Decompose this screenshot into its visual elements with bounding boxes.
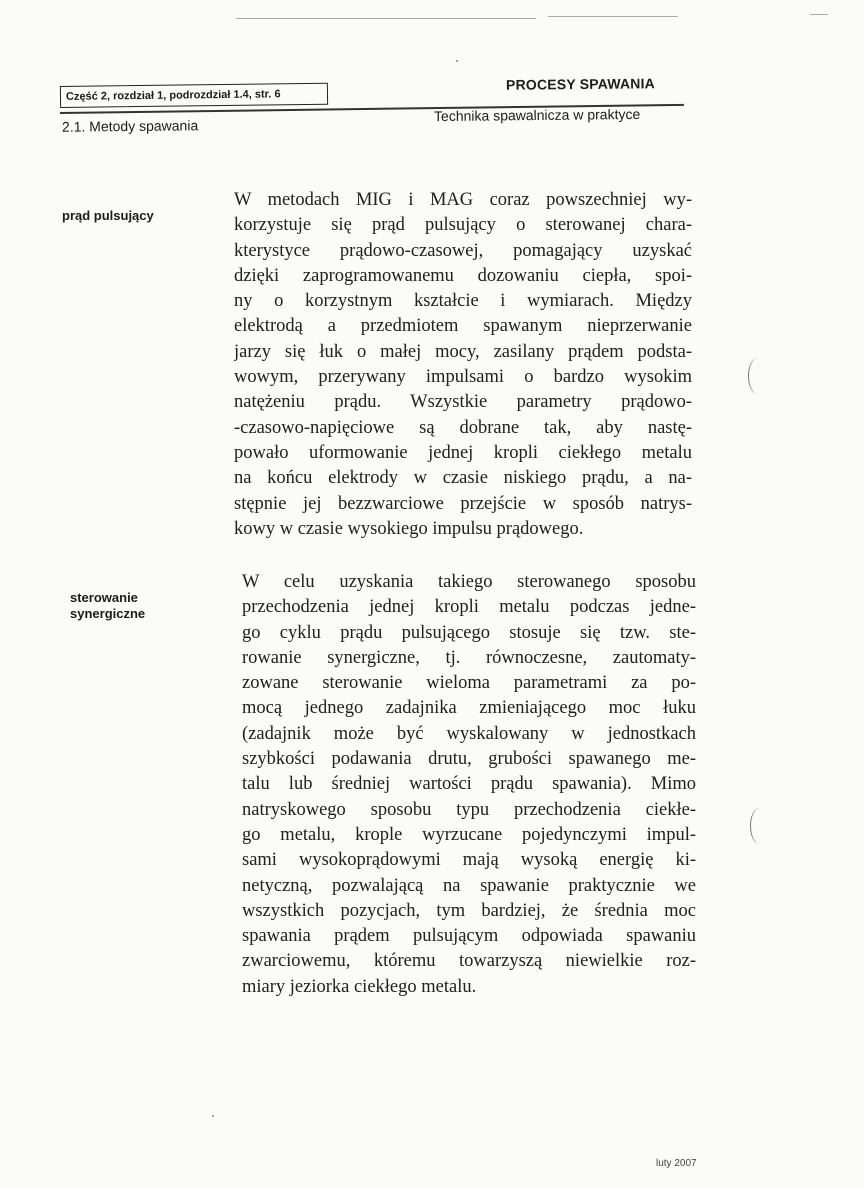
text-line: miary jeziorka ciekłego metalu.	[242, 976, 477, 997]
scan-artifact-line	[236, 18, 536, 19]
text-line: (zadajnik może być wyskalowany w jednostkach	[242, 723, 696, 744]
text-line: dzięki zaprogramowanemu dozowaniu ciepła, spoi-	[234, 265, 692, 286]
text-line: zowane sterowanie wieloma parametrami za po-	[242, 673, 696, 694]
text-line: go metalu, krople wyrzucane pojedynczymi impul-	[242, 824, 696, 845]
text-line: zwarciowemu, któremu towarzyszą niewielkie roz-	[242, 951, 696, 972]
section-heading: 2.1. Metody spawania	[61, 117, 199, 135]
text-line: ny o korzystnym kształcie i wymiarach. Między	[234, 291, 692, 312]
text-line: go cyklu prądu pulsującego stosuje się tzw. ste-	[242, 622, 696, 643]
scan-artifact-line	[548, 16, 678, 17]
scan-artifact-dot	[456, 60, 458, 62]
margin-label-synergic-control: sterowanie synergiczne	[70, 590, 146, 621]
text-line: natężeniu prądu. Wszystkie parametry prądowo-	[234, 392, 692, 413]
binder-hole-mark	[748, 358, 767, 394]
scan-artifact-dot	[212, 1115, 214, 1117]
text-line: na końcu elektrody w czasie niskiego prądu, a na-	[234, 468, 692, 489]
text-line: kterystyce prądowo-czasowej, pomagający uzyskać	[234, 240, 692, 261]
text-line: przechodzenia jednej kropli metalu podczas jedne-	[242, 597, 696, 618]
paragraph-synergic-control	[242, 570, 696, 1000]
text-line: sami wysokoprądowymi mają wysoką energię ki-	[242, 850, 696, 871]
text-line: korzystuje się prąd pulsujący o sterowanej chara-	[234, 215, 692, 236]
text-line: stępnie jej bezzwarciowe przejście w sposób natrys-	[234, 493, 692, 514]
page-title: PROCESY SPAWANIA	[505, 75, 656, 93]
text-line: W metodach MIG i MAG coraz powszechniej wy-	[234, 190, 692, 210]
text-line: -czasowo-napięciowe są dobrane tak, aby nastę-	[234, 417, 692, 438]
margin-label-pulsed-current: prąd pulsujący	[62, 208, 154, 223]
book-subtitle: Technika spawalnicza w praktyce	[433, 105, 641, 125]
text-line: netyczną, pozwalającą na spawanie praktycznie we	[242, 875, 696, 896]
chapter-reference: Część 2, rozdział 1, podrozdział 1.4, str. 6	[65, 88, 281, 103]
text-line: wszystkich pozycjach, tym bardziej, że średnia moc	[242, 900, 696, 921]
chapter-reference-box	[60, 83, 328, 108]
text-line: rowanie synergiczne, tj. równoczesne, zautomaty-	[242, 647, 696, 668]
binder-hole-mark	[750, 808, 769, 844]
footer-date: luty 2007	[656, 1158, 697, 1169]
text-line: jarzy się łuk o małej mocy, zasilany prądem podsta-	[234, 341, 692, 362]
scan-artifact-line	[810, 14, 828, 15]
text-line: powało uformowanie jednej kropli ciekłego metalu	[234, 442, 692, 463]
text-line: W celu uzyskania takiego sterowanego sposobu	[242, 572, 696, 592]
text-line: szybkości podawania drutu, grubości spawanego me-	[242, 749, 696, 770]
text-line: mocą jednego zadajnika zmieniającego moc łuku	[242, 698, 696, 719]
text-line: elektrodą a przedmiotem spawanym nieprzerwanie	[234, 316, 692, 337]
text-line: spawania prądem pulsującym odpowiada spawaniu	[242, 926, 696, 947]
text-line: natryskowego sposobu typu przechodzenia ciekłe-	[242, 799, 696, 820]
text-line: wowym, przerywany impulsami o bardzo wysokim	[234, 367, 692, 388]
paragraph-pulsed-current	[234, 188, 692, 542]
text-line: kowy w czasie wysokiego impulsu prądowego.	[234, 518, 584, 539]
text-line: talu lub średniej wartości prądu spawania). Mimo	[242, 774, 696, 795]
